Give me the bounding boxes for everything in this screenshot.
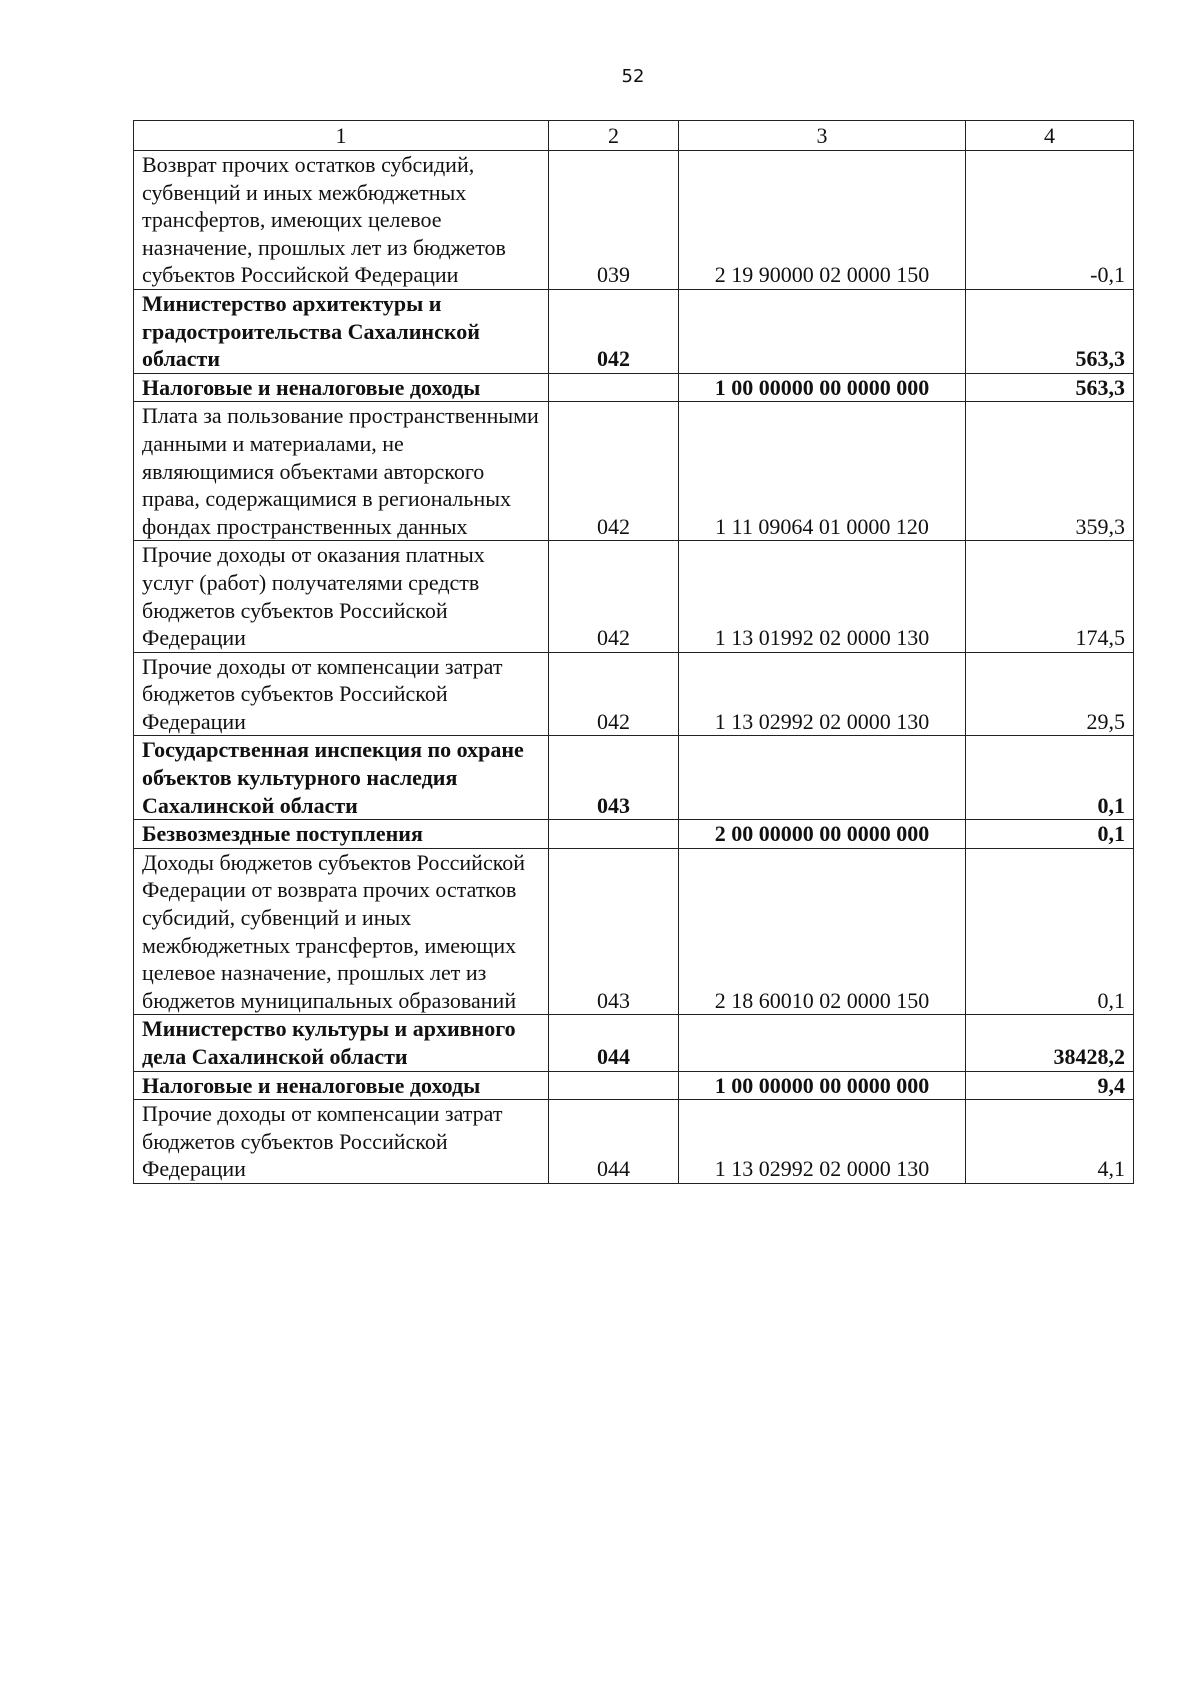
cell-name: Плата за пользование пространственными данными и материалами, не являющимися объектами авторского права, содержащимися в региональных фондах пространственных данных bbox=[134, 402, 549, 541]
cell-name: Безвозмездные поступления bbox=[134, 820, 549, 849]
cell-budget-code: 1 13 02992 02 0000 130 bbox=[679, 652, 966, 736]
cell-amount: 29,5 bbox=[966, 652, 1134, 736]
cell-amount: 359,3 bbox=[966, 402, 1134, 541]
column-header-1: 1 bbox=[134, 121, 549, 151]
cell-budget-code: 1 00 00000 00 0000 000 bbox=[679, 373, 966, 402]
table-row bbox=[134, 736, 1134, 820]
cell-admin-code: 042 bbox=[549, 541, 679, 652]
cell-amount: 9,4 bbox=[966, 1071, 1134, 1100]
table-row bbox=[134, 820, 1134, 849]
cell-admin-code bbox=[549, 1071, 679, 1100]
column-header-2: 2 bbox=[549, 121, 679, 151]
cell-name: Доходы бюджетов субъектов Российской Федерации от возврата прочих остатков субсидий, субвенций и иных межбюджетных трансфертов, имеющих целевое назначение, прошлых лет из бюджетов муниципальных образований bbox=[134, 848, 549, 1015]
cell-amount: 38428,2 bbox=[966, 1015, 1134, 1071]
cell-admin-code bbox=[549, 373, 679, 402]
cell-amount: 0,1 bbox=[966, 848, 1134, 1015]
cell-budget-code: 1 00 00000 00 0000 000 bbox=[679, 1071, 966, 1100]
cell-budget-code bbox=[679, 736, 966, 820]
cell-name: Налоговые и неналоговые доходы bbox=[134, 1071, 549, 1100]
table-row bbox=[134, 151, 1134, 290]
cell-budget-code: 2 00 00000 00 0000 000 bbox=[679, 820, 966, 849]
table-row bbox=[134, 1071, 1134, 1100]
table-header-row bbox=[134, 121, 1134, 151]
cell-admin-code: 043 bbox=[549, 736, 679, 820]
column-header-4: 4 bbox=[966, 121, 1134, 151]
cell-admin-code: 044 bbox=[549, 1015, 679, 1071]
table-row bbox=[134, 1015, 1134, 1071]
cell-budget-code: 2 19 90000 02 0000 150 bbox=[679, 151, 966, 290]
cell-name: Прочие доходы от компенсации затрат бюджетов субъектов Российской Федерации bbox=[134, 652, 549, 736]
table-row bbox=[134, 373, 1134, 402]
cell-name: Возврат прочих остатков субсидий, субвенций и иных межбюджетных трансфертов, имеющих целевое назначение, прошлых лет из бюджетов субъектов Российской Федерации bbox=[134, 151, 549, 290]
cell-name: Государственная инспекция по охране объектов культурного наследия Сахалинской области bbox=[134, 736, 549, 820]
cell-amount: 0,1 bbox=[966, 736, 1134, 820]
cell-amount: 4,1 bbox=[966, 1100, 1134, 1184]
cell-amount: -0,1 bbox=[966, 151, 1134, 290]
cell-admin-code: 042 bbox=[549, 289, 679, 373]
table-body bbox=[134, 151, 1134, 1184]
cell-admin-code: 042 bbox=[549, 652, 679, 736]
cell-budget-code: 2 18 60010 02 0000 150 bbox=[679, 848, 966, 1015]
table-row bbox=[134, 289, 1134, 373]
cell-amount: 563,3 bbox=[966, 373, 1134, 402]
table-row bbox=[134, 402, 1134, 541]
cell-budget-code: 1 13 02992 02 0000 130 bbox=[679, 1100, 966, 1184]
cell-name: Министерство культуры и архивного дела Сахалинской области bbox=[134, 1015, 549, 1071]
cell-amount: 563,3 bbox=[966, 289, 1134, 373]
cell-budget-code bbox=[679, 1015, 966, 1071]
table-row bbox=[134, 652, 1134, 736]
page-number: 52 bbox=[621, 66, 645, 87]
cell-name: Министерство архитектуры и градостроительства Сахалинской области bbox=[134, 289, 549, 373]
column-header-3: 3 bbox=[679, 121, 966, 151]
table-row bbox=[134, 541, 1134, 652]
cell-budget-code: 1 13 01992 02 0000 130 bbox=[679, 541, 966, 652]
cell-admin-code: 044 bbox=[549, 1100, 679, 1184]
revenue-table bbox=[133, 120, 1134, 1184]
cell-admin-code: 042 bbox=[549, 402, 679, 541]
cell-amount: 174,5 bbox=[966, 541, 1134, 652]
table-row bbox=[134, 848, 1134, 1015]
cell-name: Прочие доходы от компенсации затрат бюджетов субъектов Российской Федерации bbox=[134, 1100, 549, 1184]
cell-amount: 0,1 bbox=[966, 820, 1134, 849]
cell-admin-code: 039 bbox=[549, 151, 679, 290]
cell-name: Прочие доходы от оказания платных услуг (работ) получателями средств бюджетов субъектов Российской Федерации bbox=[134, 541, 549, 652]
cell-name: Налоговые и неналоговые доходы bbox=[134, 373, 549, 402]
table-row bbox=[134, 1100, 1134, 1184]
cell-admin-code bbox=[549, 820, 679, 849]
cell-admin-code: 043 bbox=[549, 848, 679, 1015]
cell-budget-code: 1 11 09064 01 0000 120 bbox=[679, 402, 966, 541]
cell-budget-code bbox=[679, 289, 966, 373]
